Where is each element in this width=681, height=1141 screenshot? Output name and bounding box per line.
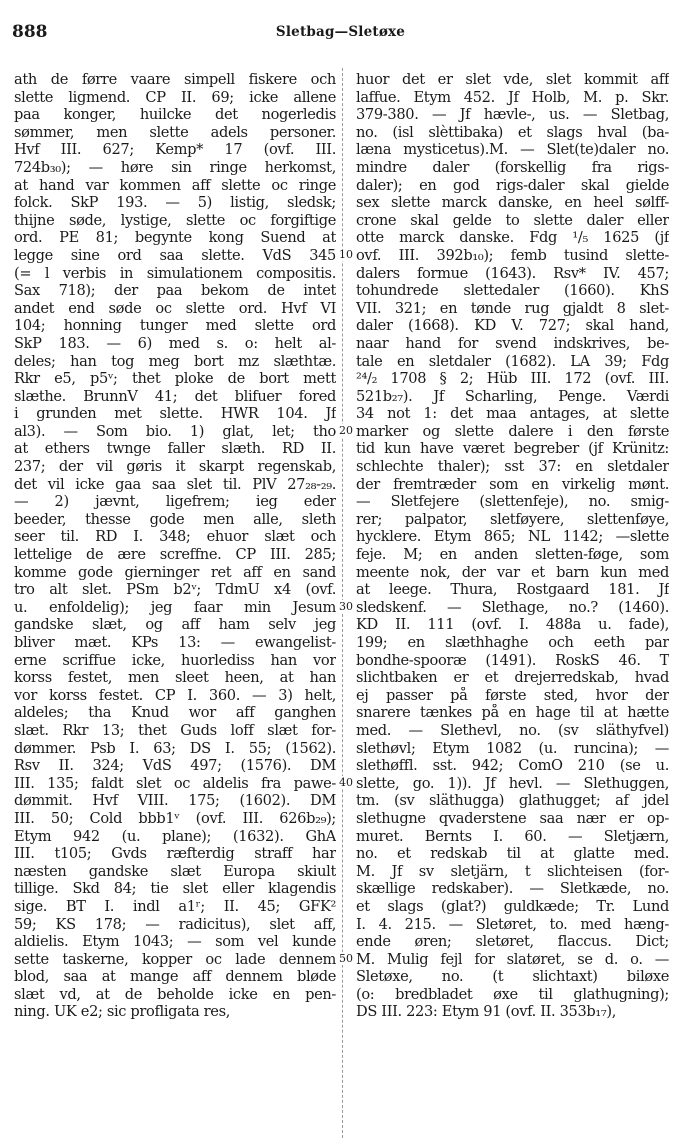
text-line: tillige. Skd 84; tie slet eller klagendis xyxy=(14,880,336,898)
text-line: at ethers twnge faller slæth. RD II. xyxy=(14,440,336,458)
text-line: dalers formue (1643). Rsv* IV. 457; xyxy=(356,264,669,282)
page-number: 888 xyxy=(12,22,48,42)
text-line: korss festet, men sleet heen, at han xyxy=(14,669,336,687)
text-line: Rkr e5, p5ᵛ; thet ploke de bort mett xyxy=(14,370,336,388)
text-line: 237; der vil gøris it skarpt regenskab, xyxy=(14,458,336,476)
text-line: Rsv II. 324; VdS 497; (1576). DM xyxy=(14,757,336,775)
text-line: thijne søde, lystige, slette oc forgiftige xyxy=(14,211,336,229)
text-line: folck. SkP 193. — 5) listig, sledsk; xyxy=(14,194,336,212)
running-head: Sletbag—Sletøxe xyxy=(275,24,406,40)
text-line: legge sine ord saa slette. VdS 345 xyxy=(14,246,336,264)
text-line: der fremtræder som en virkelig mønt. xyxy=(356,475,669,493)
text-line: Hvf III. 627; Kemp* 17 (ovf. III. xyxy=(14,141,336,159)
text-line: Sax 718); der paa bekom de intet xyxy=(14,282,336,300)
text-line: 199; en slæthhaghe och eeth par xyxy=(356,634,669,651)
text-line: huor det er slet vde, slet kommit aff xyxy=(356,71,669,88)
text-line: dømmer. Psb I. 63; DS I. 55; (1562). xyxy=(14,739,336,757)
text-line: VII. 321; en tønde rug gjaldt 8 slet- xyxy=(356,299,669,317)
text-line: bondhe-spooræ (1491). RoskS 46. T xyxy=(356,651,669,669)
text-line: 104; honning tunger med slette ord xyxy=(14,317,336,335)
text-line: otte marck danske. Fdg ¹/₅ 1625 (jf xyxy=(356,229,669,247)
text-line: III. t105; Gvds ræfterdig straff har xyxy=(14,845,336,863)
text-line: 379-380. — Jf hævle-, us. — Sletbag, xyxy=(356,106,669,124)
text-line: ²⁴/₂ 1708 § 2; Hüb III. 172 (ovf. III. xyxy=(356,370,669,388)
text-line: slette ligmend. CP II. 69; icke allene xyxy=(14,88,336,106)
text-line: tohundrede slettedaler (1660). KhS xyxy=(356,282,669,300)
text-line: no. et redskab til at glatte med. xyxy=(356,845,669,863)
text-line: 59; KS 178; — radicitus), slet aff, xyxy=(14,915,336,933)
text-line: komme gode gierninger ret aff en sand xyxy=(14,563,336,581)
text-line: slette, go. 1)). Jf hevl. — Slethuggen, xyxy=(356,774,669,792)
text-line: ath de førre vaare simpell fiskere och xyxy=(14,71,336,88)
text-line: ning. UK e2; sic profligata res, xyxy=(14,1003,231,1021)
left-column xyxy=(14,71,336,1021)
text-line: meente nok, der var et barn kun med xyxy=(356,563,669,581)
text-line: deles; han tog meg bort mz slæthtæ. xyxy=(14,352,336,370)
text-line: tro alt slet. PSm b2ᵛ; TdmU x4 (ovf. xyxy=(14,581,336,599)
text-line: beeder, thesse gode men alle, sleth xyxy=(14,510,336,528)
text-line: DS III. 223: Etym 91 (ovf. II. 353b₁₇), xyxy=(356,1003,617,1021)
text-line: marker og slette dalere i den første xyxy=(356,422,669,440)
right-column xyxy=(356,71,669,1021)
text-line: muret. Bernts I. 60. — Sletjærn, xyxy=(356,827,669,845)
text-line: schlechte thaler); sst 37: en sletdaler xyxy=(356,458,669,476)
text-line: at hand var kommen aff slette oc ringe xyxy=(14,176,336,194)
line-number: 10 xyxy=(336,248,356,261)
text-line: u. enfoldelig); jeg faar min Jesum xyxy=(14,598,336,616)
text-line: slichtbaken er et drejerredskab, hvad xyxy=(356,669,669,687)
text-line: crone skal gelde to slette daler eller xyxy=(356,211,669,229)
text-line: daler); en god rigs-daler skal gielde xyxy=(356,176,669,194)
text-line: lettelige de ære screffne. CP III. 285; xyxy=(14,546,336,564)
text-line: gandske slæt, og aff ham selv jeg xyxy=(14,616,336,634)
text-line: næsten gandske slæt Europa skiult xyxy=(14,862,336,880)
text-line: aldielis. Etym 1043; — som vel kunde xyxy=(14,933,336,951)
text-line: erne scriffue icke, huorlediss han vor xyxy=(14,651,336,669)
text-line: 34 not 1: det maa antages, at slette xyxy=(356,405,669,423)
text-line: sige. BT I. indl a1ʳ; II. 45; GFK² xyxy=(14,897,336,915)
line-number: 50 xyxy=(336,952,356,965)
text-line: mindre daler (forskellig fra rigs- xyxy=(356,158,669,176)
text-line: I. 4. 215. — Sletøret, to. med hæng- xyxy=(356,915,669,933)
text-line: læna mysticetus).M. — Slet(te)daler no. xyxy=(356,141,669,159)
text-line: slethøffl. sst. 942; ComO 210 (se u. xyxy=(356,757,669,775)
text-line: sette taskerne, kopper oc lade dennem xyxy=(14,950,336,968)
text-line: (= l verbis in simulationem compositis. xyxy=(14,264,336,282)
text-line: seer til. RD I. 348; ehuor slæt och xyxy=(14,528,336,546)
text-line: daler (1668). KD V. 727; skal hand, xyxy=(356,317,669,335)
text-line: bliver mæt. KPs 13: — ewangelist- xyxy=(14,634,336,651)
line-number: 30 xyxy=(336,600,356,613)
text-line: dømmit. Hvf VIII. 175; (1602). DM xyxy=(14,792,336,810)
text-line: sømmer, men slette adels personer. xyxy=(14,123,336,141)
text-line: blod, saa at mange aff dennem bløde xyxy=(14,968,336,986)
text-line: slethugne qvaderstene saa nær er op- xyxy=(356,809,669,827)
text-line: rer; palpator, sletføyere, slettenføye, xyxy=(356,510,669,528)
text-line: slethøvl; Etym 1082 (u. runcina); — xyxy=(356,739,669,757)
text-line: andet end søde oc slette ord. Hvf VI xyxy=(14,299,336,317)
text-line: skællige redskaber). — Sletkæde, no. xyxy=(356,880,669,898)
text-line: tm. (sv släthugga) glathugget; af jdel xyxy=(356,792,669,810)
text-line: M. Jf sv sletjärn, t slichteisen (for- xyxy=(356,862,669,880)
text-line: hycklere. Etym 865; NL 1142; —slette xyxy=(356,528,669,546)
text-line: tale en sletdaler (1682). LA 39; Fdg xyxy=(356,352,669,370)
text-line: KD II. 111 (ovf. I. 488a u. fade), xyxy=(356,616,669,634)
text-line: al3). — Som bio. 1) glat, let; tho xyxy=(14,422,336,440)
line-number: 20 xyxy=(336,424,356,437)
text-line: slæt. Rkr 13; thet Guds loff slæt for- xyxy=(14,721,336,739)
text-line: — 2) jævnt, ligefrem; ieg eder xyxy=(14,493,336,511)
text-line: at leege. Thura, Rostgaard 181. Jf xyxy=(356,581,669,599)
text-line: (o: bredbladet øxe til glathugning); xyxy=(356,985,669,1003)
text-line: feje. M; en anden sletten-føge, som xyxy=(356,546,669,564)
text-line: ende øren; sletøret, flaccus. Dict; xyxy=(356,933,669,951)
text-line: ovf. III. 392b₁₀); femb tusind slette- xyxy=(356,246,669,264)
text-line: aldeles; tha Knud wor aff ganghen xyxy=(14,704,336,722)
text-line: naar hand for svend indskrives, be- xyxy=(356,334,669,352)
text-line: III. 135; faldt slet oc aldelis fra pawe- xyxy=(14,774,336,792)
text-line: paa konger, huilcke det nogerledis xyxy=(14,106,336,124)
text-line: Etym 942 (u. plane); (1632). GhA xyxy=(14,827,336,845)
text-line: sledskenf. — Slethage, no.? (1460). xyxy=(356,598,669,616)
text-line: laffue. Etym 452. Jf Holb, M. p. Skr. xyxy=(356,88,669,106)
text-line: slæt vd, at de beholde icke en pen- xyxy=(14,985,336,1003)
text-line: sex slette marck danske, en heel sølff- xyxy=(356,194,669,212)
text-line: ord. PE 81; begynte kong Suend at xyxy=(14,229,336,247)
text-line: ej passer på første sted, hvor der xyxy=(356,686,669,704)
text-line: vor korss festet. CP I. 360. — 3) helt, xyxy=(14,686,336,704)
text-line: III. 50; Cold bbb1ᵛ (ovf. III. 626b₂₉); xyxy=(14,809,336,827)
text-line: tid kun have været begreber (jf Krünitz: xyxy=(356,440,669,458)
line-number: 40 xyxy=(336,776,356,789)
text-line: no. (isl slèttibaka) et slags hval (ba- xyxy=(356,123,669,141)
text-line: 521b₂₇). Jf Scharling, Penge. Værdi xyxy=(356,387,669,405)
text-line: M. Mulig fejl for slatøret, se d. o. — xyxy=(356,950,669,968)
text-line: i grunden met slette. HWR 104. Jf xyxy=(14,405,336,423)
text-line: snarere tænkes på en hage til at hætte xyxy=(356,704,669,722)
text-line: SkP 183. — 6) med s. o: helt al- xyxy=(14,334,336,352)
text-line: Sletøxe, no. (t slichtaxt) biløxe xyxy=(356,968,669,986)
text-line: et slags (glat?) guldkæde; Tr. Lund xyxy=(356,897,669,915)
text-line: — Sletfejere (slettenfeje), no. smig- xyxy=(356,493,669,511)
text-line: det vil icke gaa saa slet til. PlV 27₂₈-₂₉. xyxy=(14,475,336,493)
text-line: med. — Slethevl, no. (sv släthyfvel) xyxy=(356,721,669,739)
text-line: slæthe. BrunnV 41; det blifuer fored xyxy=(14,387,336,405)
text-line: 724b₃₀); — høre sin ringe herkomst, xyxy=(14,158,336,176)
